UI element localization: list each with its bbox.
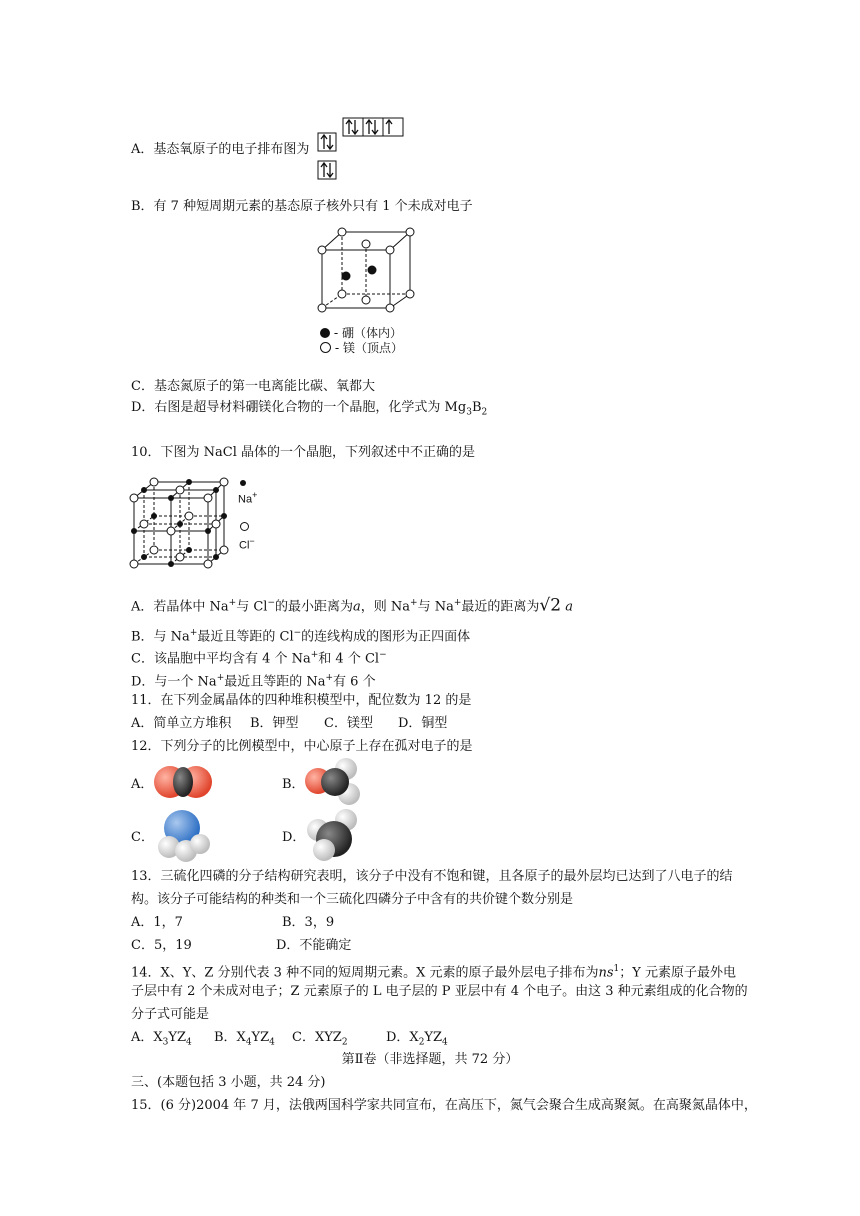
q11-option-a: A．简单立方堆积 — [131, 716, 232, 731]
q15-line1: 15．(6 分)2004 年 7 月，法俄两国科学家共同宣布，在高压下，氮气会聚合生成高聚氮。在高聚氮晶体中， — [131, 1098, 757, 1113]
q11-stem: 11．在下列金属晶体的四种堆积模型中，配位数为 12 的是 — [131, 693, 472, 708]
q12-option-c: C． — [131, 830, 154, 845]
boron-legend-icon — [320, 328, 330, 338]
cl-legend-icon — [240, 522, 249, 531]
q14-line1: 14．X、Y、Z 分别代表 3 种不同的短周期元素。X 元素的原子最外层电子排布为$ns^1$；Y 元素原子最外电 — [131, 964, 736, 981]
q13-option-b: B．3，9 — [282, 915, 335, 930]
q12-option-b: B． — [282, 777, 305, 792]
q10-option-d: D．与一个 Na+最近且等距的 Na+有 6 个 — [131, 673, 376, 690]
legend-mg-text: - 镁（顶点） — [334, 341, 403, 355]
q11-option-c: C．镁型 — [324, 716, 373, 731]
q10-option-a: A．若晶体中 Na+与 Cl−的最小距离为a，则 Na+与 Na+最近的距离为√2 a — [131, 595, 573, 616]
q11-option-b: B．钾型 — [250, 716, 299, 731]
q10-option-c: C．该晶胞中平均含有 4 个 Na+和 4 个 Cl− — [131, 650, 387, 667]
q14-line2: 子层中有 2 个未成对电子；Z 元素原子的 L 电子层的 P 亚层中有 4 个电子。由这 3 种元素组成的化合物的 — [131, 984, 748, 999]
formaldehyde-model — [302, 757, 362, 807]
q12-option-d: D． — [282, 830, 306, 845]
ammonia-model — [156, 806, 212, 862]
legend-mg — [320, 339, 403, 357]
legend-na: Na+ — [238, 490, 258, 506]
q10-stem: 10．下图为 NaCl 晶体的一个晶胞，下列叙述中不正确的是 — [131, 445, 476, 460]
q9-option-a: A．基态氧原子的电子排布图为 — [131, 142, 310, 157]
q10-option-b: B．与 Na+最近且等距的 Cl−的连线构成的图形为正四面体 — [131, 628, 471, 645]
q14-option-c: C．$XYZ_2$ — [292, 1030, 348, 1048]
part2-title: 第Ⅱ卷（非选择题，共 72 分） — [341, 1052, 519, 1067]
q13-option-c: C．5，19 — [131, 938, 192, 953]
q14-option-b: B．$X_4YZ_4$ — [214, 1030, 275, 1048]
legend-cl: Cl− — [239, 536, 255, 552]
methane-model — [304, 806, 362, 864]
q12-stem: 12．下列分子的比例模型中，中心原子上存在孤对电子的是 — [131, 739, 473, 754]
q9-option-d: D．右图是超导材料硼镁化合物的一个晶胞，化学式为 $Mg_3B_2$ — [131, 400, 488, 418]
co2-model — [152, 761, 214, 803]
section-3-heading: 三、(本题包括 3 小题，共 24 分) — [131, 1075, 326, 1090]
orbital-diagram — [317, 117, 407, 183]
q13-option-d: D．不能确定 — [276, 938, 352, 953]
legend-boron-text: - 硼（体内） — [333, 326, 402, 340]
q13-line1: 13．三硫化四磷的分子结构研究表明，该分子中没有不饱和键，且各原子的最外层均已达到了八电子的结 — [131, 869, 733, 884]
sqrt-2: √2 — [539, 595, 562, 616]
q14-option-d: D．$X_2YZ_4$ — [386, 1030, 448, 1048]
mg-legend-icon — [320, 342, 331, 353]
q9-option-b: B．有 7 种短周期元素的基态原子核外只有 1 个未成对电子 — [131, 199, 473, 214]
nacl-unit-cell — [126, 470, 236, 574]
q11-option-d: D．铜型 — [398, 716, 448, 731]
q12-option-a: A． — [131, 777, 154, 792]
q14-line3: 分子式可能是 — [131, 1007, 210, 1022]
q13-line2: 构。该分子可能结构的种类和一个三硫化四磷分子中含有的共价键个数分别是 — [131, 892, 574, 907]
q14-option-a: A．$X_3YZ_4$ — [131, 1030, 192, 1048]
q13-option-a: A．1，7 — [131, 915, 183, 930]
q9-option-c: C．基态氮原子的第一电离能比碳、氧都大 — [131, 379, 375, 394]
